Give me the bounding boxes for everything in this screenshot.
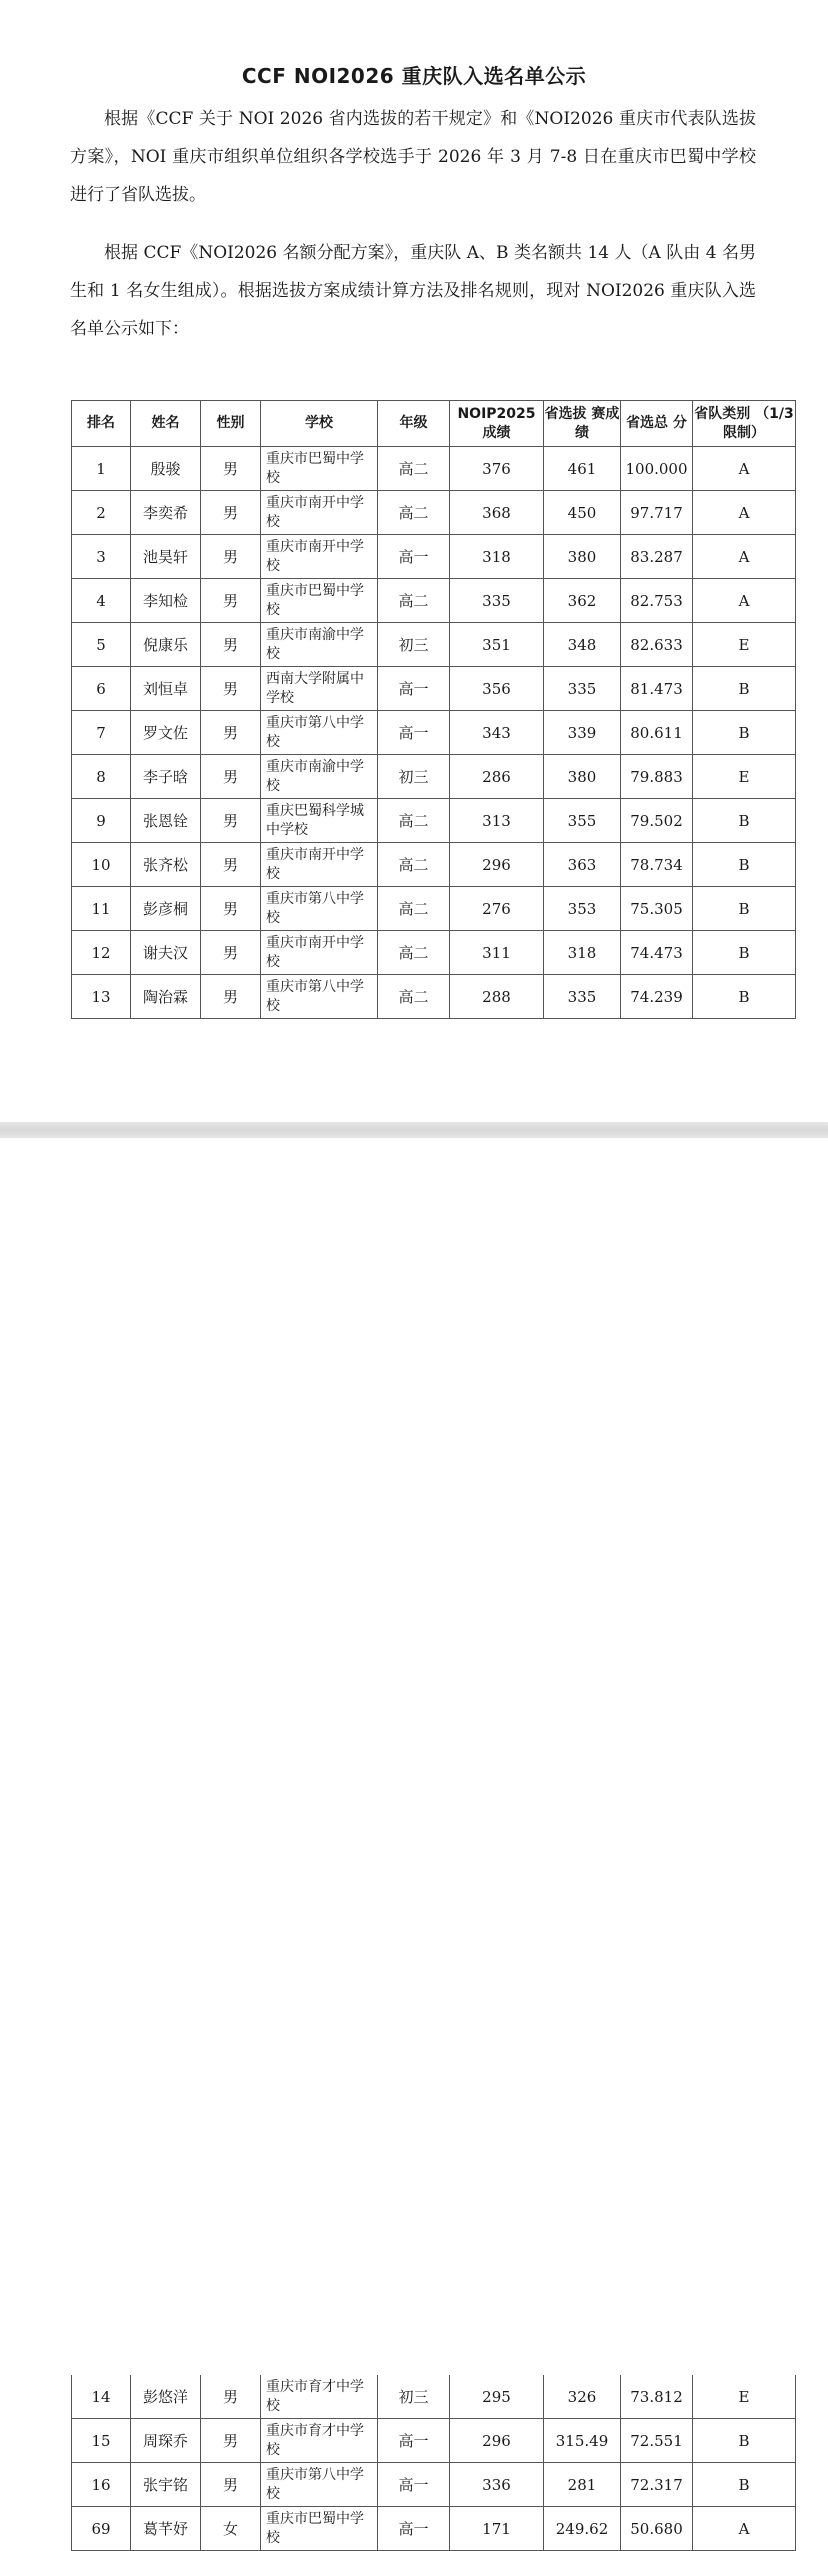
cell-team-category: E	[693, 623, 796, 667]
cell-total-score: 75.305	[621, 887, 693, 931]
cell-selection-score: 362	[544, 579, 621, 623]
cell-grade: 高一	[378, 2419, 450, 2463]
cell-total-score: 97.717	[621, 491, 693, 535]
cell-noip-score: 335	[450, 579, 544, 623]
cell-rank: 7	[72, 711, 131, 755]
table-row	[72, 975, 796, 1019]
cell-grade: 高二	[378, 799, 450, 843]
cell-rank: 3	[72, 535, 131, 579]
cell-school	[261, 667, 378, 711]
cell-noip-score: 343	[450, 711, 544, 755]
selection-table	[71, 400, 796, 1019]
school-name: 重庆市巴蜀中学校	[266, 2510, 364, 2546]
cell-noip-score: 376	[450, 447, 544, 491]
cell-total-score: 79.502	[621, 799, 693, 843]
cell-selection-score: 335	[544, 667, 621, 711]
cell-grade: 高二	[378, 931, 450, 975]
cell-grade: 初三	[378, 623, 450, 667]
cell-school	[261, 491, 378, 535]
table-row	[72, 931, 796, 975]
cell-gender: 男	[201, 931, 261, 975]
school-name: 重庆市巴蜀中学校	[266, 450, 364, 486]
cell-selection-score: 353	[544, 887, 621, 931]
cell-team-category: A	[693, 535, 796, 579]
table-header-row	[72, 401, 796, 447]
cell-selection-score: 318	[544, 931, 621, 975]
cell-gender: 男	[201, 975, 261, 1019]
cell-school	[261, 2419, 378, 2463]
cell-rank: 14	[72, 2375, 131, 2419]
school-name: 重庆市南渝中学校	[266, 758, 364, 794]
cell-name: 张恩铨	[131, 799, 201, 843]
cell-name: 彭悠洋	[131, 2375, 201, 2419]
cell-noip-score: 351	[450, 623, 544, 667]
cell-noip-score: 296	[450, 843, 544, 887]
school-name: 重庆市巴蜀中学校	[266, 582, 364, 618]
cell-team-category: E	[693, 755, 796, 799]
table-row	[72, 667, 796, 711]
cell-rank: 9	[72, 799, 131, 843]
cell-name: 池昊轩	[131, 535, 201, 579]
header-selection-score: 省选拔 赛成绩	[544, 401, 621, 447]
cell-grade: 高二	[378, 447, 450, 491]
cell-school	[261, 535, 378, 579]
cell-gender: 男	[201, 2463, 261, 2507]
cell-school	[261, 623, 378, 667]
cell-name: 谢夫汉	[131, 931, 201, 975]
cell-rank: 1	[72, 447, 131, 491]
school-name: 重庆市南渝中学校	[266, 626, 364, 662]
cell-grade: 初三	[378, 2375, 450, 2419]
cell-selection-score: 281	[544, 2463, 621, 2507]
cell-school	[261, 579, 378, 623]
cell-noip-score: 356	[450, 667, 544, 711]
cell-selection-score: 363	[544, 843, 621, 887]
cell-gender: 男	[201, 667, 261, 711]
cell-total-score: 82.633	[621, 623, 693, 667]
cell-name: 张齐松	[131, 843, 201, 887]
cell-noip-score: 295	[450, 2375, 544, 2419]
cell-name: 李子晗	[131, 755, 201, 799]
school-name: 重庆市第八中学校	[266, 978, 364, 1014]
cell-name: 倪康乐	[131, 623, 201, 667]
cell-school	[261, 2507, 378, 2551]
table-row	[72, 799, 796, 843]
cell-grade: 高二	[378, 975, 450, 1019]
cell-total-score: 83.287	[621, 535, 693, 579]
header-team-category: 省队类别 （1/3 限制）	[693, 401, 796, 447]
cell-total-score: 100.000	[621, 447, 693, 491]
cell-total-score: 74.473	[621, 931, 693, 975]
cell-rank: 11	[72, 887, 131, 931]
cell-total-score: 78.734	[621, 843, 693, 887]
cell-school	[261, 755, 378, 799]
cell-gender: 男	[201, 623, 261, 667]
cell-rank: 10	[72, 843, 131, 887]
cell-gender: 男	[201, 447, 261, 491]
cell-total-score: 50.680	[621, 2507, 693, 2551]
school-name: 重庆市第八中学校	[266, 2466, 364, 2502]
cell-school	[261, 2463, 378, 2507]
cell-gender: 男	[201, 535, 261, 579]
school-name: 重庆市南开中学校	[266, 846, 364, 882]
cell-noip-score: 286	[450, 755, 544, 799]
cell-gender: 男	[201, 711, 261, 755]
cell-total-score: 81.473	[621, 667, 693, 711]
cell-selection-score: 348	[544, 623, 621, 667]
cell-team-category: A	[693, 491, 796, 535]
cell-name: 殷骏	[131, 447, 201, 491]
cell-name: 彭彦桐	[131, 887, 201, 931]
header-total-score: 省选总 分	[621, 401, 693, 447]
document-page-2	[0, 1138, 828, 2546]
cell-school	[261, 711, 378, 755]
cell-school	[261, 799, 378, 843]
cell-selection-score: 339	[544, 711, 621, 755]
cell-grade: 高一	[378, 667, 450, 711]
cell-rank: 69	[72, 2507, 131, 2551]
cell-rank: 13	[72, 975, 131, 1019]
cell-noip-score: 368	[450, 491, 544, 535]
header-noip-score: NOIP2025 成绩	[450, 401, 544, 447]
table-row	[72, 623, 796, 667]
cell-rank: 6	[72, 667, 131, 711]
intro-paragraph: 根据《CCF 关于 NOI 2026 省内选拔的若干规定》和《NOI2026 重庆市代表队选拔方案》，NOI 重庆市组织单位组织各学校选手于 2026 年 3 月 7-8 日在重庆市巴蜀中学校进行了省队选拔。	[70, 109, 756, 205]
cell-total-score: 79.883	[621, 755, 693, 799]
table-row	[72, 2419, 796, 2463]
cell-gender: 男	[201, 755, 261, 799]
cell-rank: 16	[72, 2463, 131, 2507]
cell-name: 葛芊妤	[131, 2507, 201, 2551]
cell-team-category: A	[693, 579, 796, 623]
cell-team-category: B	[693, 975, 796, 1019]
cell-name: 李奕希	[131, 491, 201, 535]
cell-noip-score: 296	[450, 2419, 544, 2463]
table-row	[72, 447, 796, 491]
cell-selection-score: 249.62	[544, 2507, 621, 2551]
school-name: 重庆市南开中学校	[266, 538, 364, 574]
header-rank: 排名	[72, 401, 131, 447]
cell-gender: 男	[201, 579, 261, 623]
cell-team-category: B	[693, 887, 796, 931]
cell-gender: 男	[201, 491, 261, 535]
table-row	[72, 2375, 796, 2419]
cell-gender: 男	[201, 887, 261, 931]
cell-selection-score: 326	[544, 2375, 621, 2419]
cell-team-category: B	[693, 2463, 796, 2507]
cell-total-score: 72.551	[621, 2419, 693, 2463]
cell-selection-score: 335	[544, 975, 621, 1019]
cell-grade: 初三	[378, 755, 450, 799]
cell-school	[261, 975, 378, 1019]
school-name: 重庆市育才中学校	[266, 2378, 364, 2414]
school-name: 重庆巴蜀科学城中学校	[266, 802, 364, 838]
document-title: CCF NOI2026 重庆队入选名单公示	[241, 64, 587, 88]
cell-school	[261, 931, 378, 975]
cell-selection-score: 355	[544, 799, 621, 843]
cell-name: 刘恒卓	[131, 667, 201, 711]
cell-team-category: B	[693, 931, 796, 975]
cell-total-score: 82.753	[621, 579, 693, 623]
cell-noip-score: 313	[450, 799, 544, 843]
cell-name: 张宇铭	[131, 2463, 201, 2507]
cell-noip-score: 276	[450, 887, 544, 931]
cell-gender: 男	[201, 2375, 261, 2419]
cell-school	[261, 2375, 378, 2419]
table-row	[72, 535, 796, 579]
cell-rank: 2	[72, 491, 131, 535]
header-school: 学校	[261, 401, 378, 447]
document-page-1	[0, 0, 828, 1122]
cell-grade: 高二	[378, 843, 450, 887]
cell-selection-score: 380	[544, 535, 621, 579]
cell-name: 李知检	[131, 579, 201, 623]
school-name: 西南大学附属中学校	[266, 670, 364, 706]
quota-paragraph: 根据 CCF《NOI2026 名额分配方案》，重庆队 A、B 类名额共 14 人（A 队由 4 名男生和 1 名女生组成）。根据选拔方案成绩计算方法及排名规则，现对 NOI2026 重庆队入选名单公示如下：	[70, 243, 756, 339]
cell-team-category: E	[693, 2375, 796, 2419]
cell-team-category: B	[693, 667, 796, 711]
cell-grade: 高二	[378, 491, 450, 535]
cell-selection-score: 315.49	[544, 2419, 621, 2463]
table-row	[72, 711, 796, 755]
cell-grade: 高一	[378, 2507, 450, 2551]
cell-total-score: 73.812	[621, 2375, 693, 2419]
cell-team-category: A	[693, 447, 796, 491]
school-name: 重庆市第八中学校	[266, 890, 364, 926]
table-row	[72, 887, 796, 931]
table-row	[72, 2463, 796, 2507]
cell-team-category: B	[693, 799, 796, 843]
cell-rank: 5	[72, 623, 131, 667]
cell-name: 陶治霖	[131, 975, 201, 1019]
header-gender: 性别	[201, 401, 261, 447]
cell-selection-score: 380	[544, 755, 621, 799]
cell-gender: 男	[201, 843, 261, 887]
cell-rank: 4	[72, 579, 131, 623]
school-name: 重庆市第八中学校	[266, 714, 364, 750]
cell-school	[261, 843, 378, 887]
selection-table-continued	[71, 2375, 796, 2551]
cell-gender: 男	[201, 799, 261, 843]
cell-school	[261, 447, 378, 491]
table-row	[72, 755, 796, 799]
school-name: 重庆市南开中学校	[266, 934, 364, 970]
cell-noip-score: 171	[450, 2507, 544, 2551]
header-grade: 年级	[378, 401, 450, 447]
cell-noip-score: 318	[450, 535, 544, 579]
cell-noip-score: 336	[450, 2463, 544, 2507]
cell-selection-score: 450	[544, 491, 621, 535]
cell-selection-score: 461	[544, 447, 621, 491]
cell-grade: 高一	[378, 711, 450, 755]
cell-total-score: 74.239	[621, 975, 693, 1019]
cell-rank: 15	[72, 2419, 131, 2463]
page-separator	[0, 1122, 828, 1138]
cell-team-category: B	[693, 2419, 796, 2463]
cell-team-category: B	[693, 843, 796, 887]
cell-grade: 高二	[378, 887, 450, 931]
table-row	[72, 579, 796, 623]
school-name: 重庆市南开中学校	[266, 494, 364, 530]
cell-gender: 女	[201, 2507, 261, 2551]
cell-grade: 高一	[378, 535, 450, 579]
cell-team-category: B	[693, 711, 796, 755]
cell-noip-score: 288	[450, 975, 544, 1019]
table-row	[72, 843, 796, 887]
cell-school	[261, 887, 378, 931]
cell-rank: 8	[72, 755, 131, 799]
table-row	[72, 491, 796, 535]
cell-noip-score: 311	[450, 931, 544, 975]
cell-name: 罗文佐	[131, 711, 201, 755]
cell-total-score: 72.317	[621, 2463, 693, 2507]
cell-grade: 高一	[378, 2463, 450, 2507]
cell-total-score: 80.611	[621, 711, 693, 755]
cell-grade: 高二	[378, 579, 450, 623]
school-name: 重庆市育才中学校	[266, 2422, 364, 2458]
header-name: 姓名	[131, 401, 201, 447]
cell-rank: 12	[72, 931, 131, 975]
table-row	[72, 2507, 796, 2551]
cell-gender: 男	[201, 2419, 261, 2463]
cell-name: 周琛乔	[131, 2419, 201, 2463]
cell-team-category: A	[693, 2507, 796, 2551]
